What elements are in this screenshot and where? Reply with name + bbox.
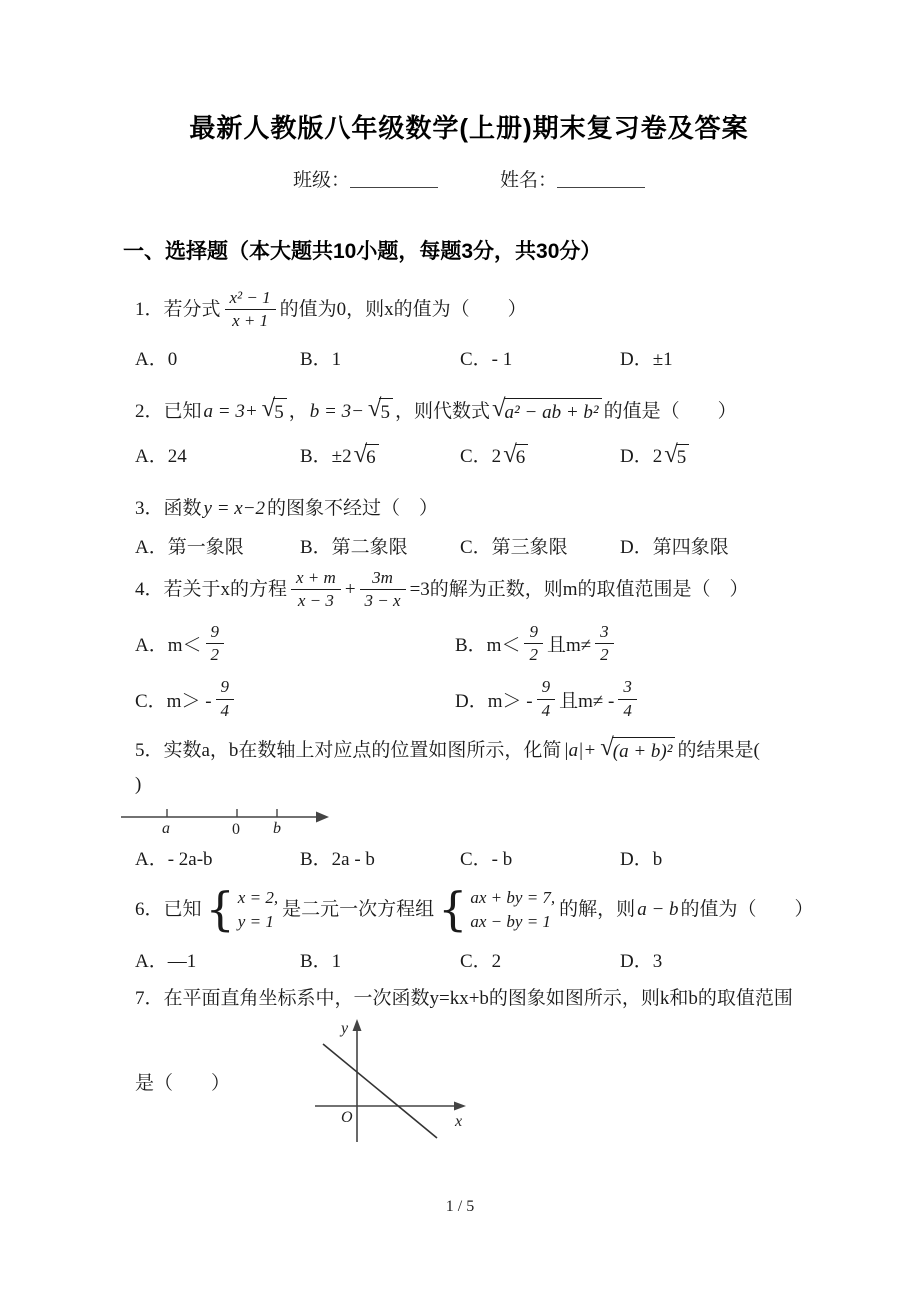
question-5-suffix: 的结果是( bbox=[677, 740, 760, 762]
fraction-denominator: 3 − x bbox=[364, 591, 401, 611]
option-c bbox=[135, 677, 455, 721]
absolute-value-expression: |a|+ bbox=[563, 740, 597, 762]
equation-system bbox=[438, 886, 555, 934]
fraction bbox=[360, 568, 406, 612]
expression-a-minus-b: a − b bbox=[637, 898, 679, 920]
plus-sign: + bbox=[344, 578, 356, 600]
option-a bbox=[135, 622, 455, 666]
system-row-2: y = 1 bbox=[237, 911, 274, 931]
option-b: B．1 bbox=[300, 950, 342, 972]
option-c bbox=[460, 444, 620, 470]
fraction-numerator: 9 bbox=[216, 677, 235, 699]
question-4 bbox=[135, 568, 803, 721]
y-axis-arrowhead bbox=[353, 1019, 362, 1031]
option-d: D．第四象限 bbox=[620, 536, 729, 558]
question-4-prefix: 4．若关于x的方程 bbox=[135, 578, 288, 600]
fraction bbox=[618, 677, 637, 721]
equation-system-rows bbox=[470, 886, 555, 934]
option-c: C．2 bbox=[460, 950, 502, 972]
fraction-denominator: 2 bbox=[529, 644, 538, 664]
option-c: C．第三象限 bbox=[460, 536, 568, 558]
question-3-stem bbox=[135, 496, 803, 522]
question-1-prefix: 1．若分式 bbox=[135, 298, 221, 320]
question-6-prefix: 6．已知 bbox=[135, 898, 202, 920]
question-4-suffix: =3的解为正数，则m的取值范围是（ ） bbox=[409, 578, 749, 600]
fraction-denominator: 4 bbox=[220, 700, 230, 720]
fraction-denominator: 4 bbox=[541, 700, 551, 720]
question-2-mid: ，则代数式 bbox=[394, 400, 490, 422]
fraction-denominator: 2 bbox=[600, 644, 609, 664]
option-a: A．- 2a-b bbox=[135, 849, 213, 871]
option-b bbox=[455, 622, 803, 666]
name-blank-line bbox=[557, 168, 645, 188]
option-b: B．第二象限 bbox=[300, 536, 408, 558]
square-root bbox=[262, 398, 287, 426]
option-b-text: B．m＜ bbox=[455, 634, 521, 656]
question-1-options bbox=[135, 348, 803, 372]
system-row-1: { x = 2, bbox=[237, 888, 279, 908]
fraction-denominator: 2 bbox=[210, 644, 220, 664]
question-6 bbox=[135, 886, 814, 974]
fraction bbox=[225, 288, 276, 332]
question-7-graph-row bbox=[135, 1016, 803, 1148]
fraction-denominator: x − 3 bbox=[297, 591, 334, 611]
option-b bbox=[300, 444, 460, 470]
option-d-mid: 且m≠ - bbox=[559, 690, 615, 712]
fraction bbox=[206, 622, 225, 666]
question-2-prefix: 2．已知 bbox=[135, 400, 202, 422]
label-a: a bbox=[162, 820, 170, 838]
option-a: A．—1 bbox=[135, 950, 197, 972]
page-title: 最新人教版八年级数学(上册)期末复习卷及答案 bbox=[189, 113, 749, 143]
square-root bbox=[492, 398, 602, 426]
radicand: √ 6 bbox=[365, 444, 379, 470]
option-d bbox=[620, 444, 803, 470]
coordinate-graph-figure bbox=[305, 1016, 475, 1148]
question-1-stem bbox=[135, 288, 803, 332]
fraction-numerator: 3 bbox=[595, 622, 614, 644]
equation-a: a = 3+ bbox=[203, 400, 258, 422]
option-c-text: C．m＞ - bbox=[135, 690, 212, 712]
radicand: √ a² − ab + b² bbox=[504, 398, 602, 426]
question-5-options bbox=[135, 848, 803, 872]
fraction-numerator: 9 bbox=[206, 622, 225, 644]
option-c: C．- 1 bbox=[460, 348, 513, 370]
number-line-arrowhead bbox=[316, 812, 329, 823]
fraction-numerator: 9 bbox=[524, 622, 543, 644]
number-line-figure bbox=[119, 801, 331, 841]
equation-b: b = 3− bbox=[309, 400, 364, 422]
label-b: b bbox=[273, 820, 281, 838]
option-d: D．3 bbox=[620, 950, 663, 972]
option-d-text: D．m＞ - bbox=[455, 690, 533, 712]
radicand: √ 5 bbox=[379, 398, 393, 426]
class-blank-line bbox=[350, 168, 438, 188]
fraction-denominator: 4 bbox=[623, 700, 632, 720]
question-7-continuation: 是（ ） bbox=[135, 1073, 231, 1095]
option-a-text: A．m＜ bbox=[135, 634, 202, 656]
radicand: √ 5 bbox=[676, 444, 690, 470]
fraction bbox=[216, 677, 235, 721]
square-root bbox=[664, 444, 689, 470]
option-c: C．- b bbox=[460, 849, 513, 871]
question-3 bbox=[135, 496, 803, 560]
option-a: A．第一象限 bbox=[135, 536, 244, 558]
fraction-numerator: 3m bbox=[360, 568, 406, 590]
question-5-prefix: 5．实数a，b在数轴上对应点的位置如图所示，化简 bbox=[135, 740, 562, 762]
label-zero: 0 bbox=[232, 821, 240, 839]
question-2-stem bbox=[135, 398, 803, 426]
function-formula: y = x−2 bbox=[203, 497, 266, 519]
fraction-numerator: 3 bbox=[618, 677, 637, 699]
radicand: √ 6 bbox=[515, 444, 529, 470]
question-2 bbox=[135, 398, 803, 470]
option-d: D．±1 bbox=[620, 348, 673, 370]
y-axis-label: y bbox=[341, 1019, 349, 1037]
x-axis-label: x bbox=[455, 1112, 463, 1130]
square-root bbox=[600, 737, 675, 765]
comma: ， bbox=[288, 400, 308, 422]
x-axis-arrowhead bbox=[454, 1101, 466, 1110]
student-info-row bbox=[135, 168, 803, 194]
class-label: 班级： bbox=[292, 170, 350, 191]
question-4-stem bbox=[135, 568, 803, 612]
option-b: B．2a - b bbox=[300, 849, 375, 871]
name-label: 姓名： bbox=[500, 170, 558, 191]
question-6-options bbox=[135, 950, 803, 974]
fraction-numerator: x² − 1 bbox=[225, 288, 276, 310]
option-d: D．b bbox=[620, 849, 663, 871]
square-root bbox=[368, 398, 393, 426]
option-b-mid: 且m≠ bbox=[546, 634, 592, 656]
question-2-suffix: 的值是（ ） bbox=[603, 400, 737, 422]
question-6-suffix: 的值为（ ） bbox=[680, 898, 814, 920]
square-root bbox=[354, 444, 379, 470]
equation-system-solution bbox=[206, 886, 279, 934]
question-3-suffix: 的图象不经过（ ） bbox=[267, 497, 439, 519]
question-6-mid2: 的解，则 bbox=[559, 898, 636, 920]
question-4-options-row1 bbox=[135, 622, 803, 666]
question-3-options bbox=[135, 536, 803, 560]
fraction-numerator: x + m bbox=[291, 568, 341, 590]
option-a: A．0 bbox=[135, 348, 178, 370]
section-heading: 一、选择题（本大题共10小题，每题3分，共30分） bbox=[123, 240, 602, 263]
question-5-stem bbox=[135, 737, 803, 765]
square-root bbox=[503, 444, 528, 470]
page-number: 1 / 5 bbox=[445, 1198, 475, 1215]
question-7 bbox=[135, 986, 803, 1148]
fraction bbox=[595, 622, 614, 666]
option-b: B．1 bbox=[300, 348, 342, 370]
system-row-1: { ax + by = 7, bbox=[470, 888, 556, 908]
question-2-options bbox=[135, 444, 803, 470]
question-5-close-paren: ) bbox=[135, 774, 142, 796]
option-b-text: B．±2 bbox=[300, 445, 352, 467]
question-4-options-row2 bbox=[135, 677, 803, 721]
option-d bbox=[455, 677, 803, 721]
radicand: √ 5 bbox=[273, 398, 287, 426]
question-6-stem bbox=[135, 886, 814, 934]
radicand: √ (a + b)² bbox=[612, 737, 676, 765]
question-5 bbox=[135, 737, 803, 872]
question-7-stem: 7．在平面直角坐标系中，一次函数y=kx+b的图象如图所示，则k和b的取值范围 bbox=[135, 987, 793, 1009]
option-d-text: D．2 bbox=[620, 445, 663, 467]
number-line-figure-wrap bbox=[119, 801, 803, 846]
option-a: A．24 bbox=[135, 445, 187, 467]
page-content bbox=[123, 0, 814, 1148]
fraction-numerator: 9 bbox=[537, 677, 556, 699]
fraction bbox=[537, 677, 556, 721]
origin-label: O bbox=[341, 1108, 353, 1126]
system-row-2: ax − by = 1 bbox=[470, 911, 551, 931]
question-1-suffix: 的值为0，则x的值为（ ） bbox=[279, 298, 527, 320]
question-1 bbox=[135, 288, 803, 372]
option-c-text: C．2 bbox=[460, 445, 502, 467]
equation-system-rows bbox=[238, 886, 278, 934]
fraction-denominator: x + 1 bbox=[232, 311, 269, 331]
question-3-prefix: 3．函数 bbox=[135, 497, 202, 519]
question-6-mid: 是二元一次方程组 bbox=[282, 898, 435, 920]
fraction bbox=[524, 622, 543, 666]
fraction bbox=[291, 568, 341, 612]
